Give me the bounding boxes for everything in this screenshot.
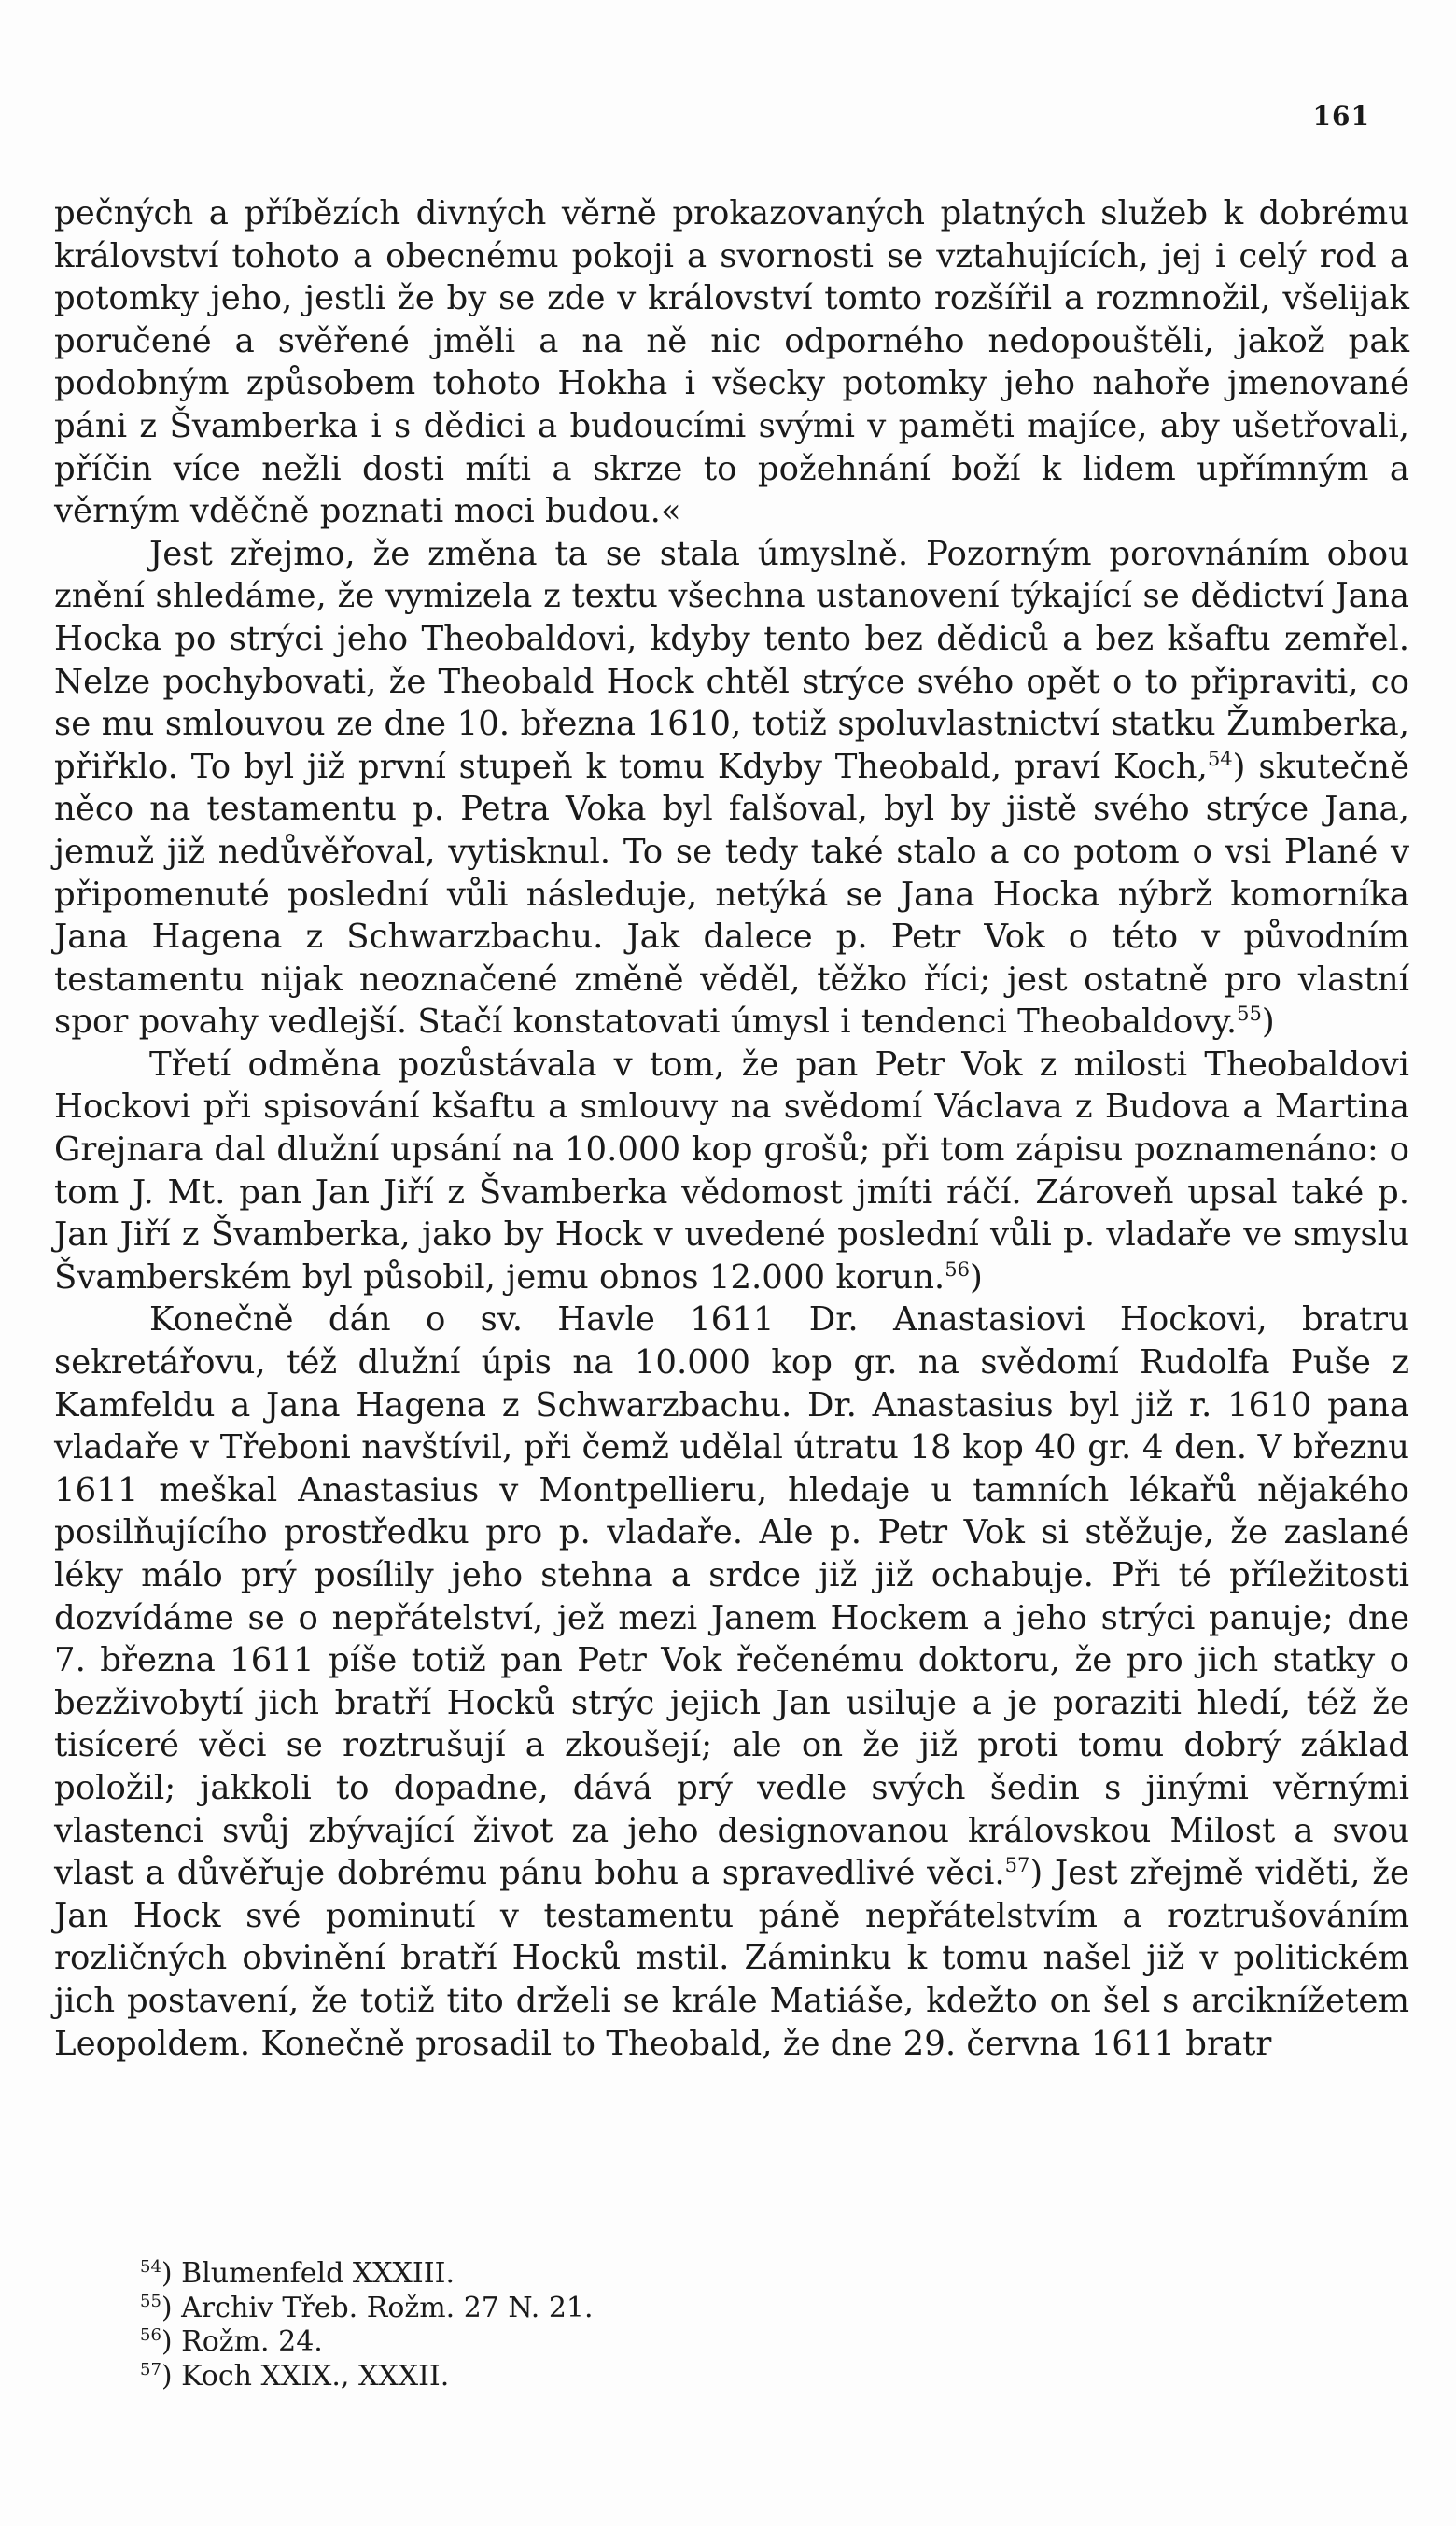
footnote-marker: 56: [140, 2325, 161, 2346]
footnote-marker: 57: [140, 2359, 161, 2379]
paragraph-2: [54, 533, 1409, 1044]
footnote-ref-57: 57: [1004, 1854, 1030, 1877]
footnote-54: [140, 2257, 1260, 2292]
footnote-marker: 55: [140, 2291, 161, 2311]
footnote-text: ) Archiv Třeb. Rožm. 27 N. 21.: [161, 2291, 594, 2324]
footnote-marker: 54: [140, 2257, 161, 2277]
footnote-ref-56: 56: [945, 1258, 970, 1282]
page-number: 161: [1312, 101, 1370, 132]
footnote-text: ) Blumenfeld XXXIII.: [161, 2257, 455, 2290]
footnote-text: ) Rožm. 24.: [161, 2325, 323, 2359]
paragraph-4-text-b: ) Jest zřejmě viděti, že Jan Hock své pominutí v testamentu páně nepřátelstvím a roztrušováním rozličných obvinění bratří Hocků mstil. Záminku k tomu našel již v politickém jich postavení, že totiž tito drželi se krále Matiáše, kdežto on šel s arciknížetem Leopoldem. Konečně prosadil to Theobald, že dne 29. června 1611 bratr: [54, 1854, 1409, 2063]
body-text: [54, 192, 1409, 2065]
paragraph-1: [54, 192, 1409, 533]
footnotes: [140, 2257, 1260, 2393]
footnote-ref-55: 55: [1237, 1003, 1262, 1026]
footnote-56: [140, 2325, 1260, 2360]
footnote-55: [140, 2292, 1260, 2326]
paragraph-2-text-c: ): [1261, 1003, 1275, 1042]
paragraph-3: [54, 1044, 1409, 1299]
footnote-57: [140, 2360, 1260, 2394]
footnote-text: ) Koch XXIX., XXXII.: [161, 2359, 450, 2393]
paragraph-3-text-b: ): [969, 1257, 983, 1297]
paragraph-2-text-a: Jest zřejmo, že změna ta se stala úmyslně. Pozorným porovnáním obou znění shledáme, že vymizela z textu všechna ustanovení týkající se dědictví Jana Hocka po strýci jeho Theobaldovi, kdyby tento bez dědiců a bez kšaftu zemřel. Nelze pochybovati, že Theobald Hock chtěl strýce svého opět o to připraviti, co se mu smlouvou ze dne 10. března 1610, totiž spoluvlastnictví statku Žumberka, přiřklo. To byl již první stupeň k tomu Kdyby Theobald, praví Koch,: [54, 534, 1409, 786]
paragraph-4: [54, 1298, 1409, 2065]
paragraph-4-text-a: Konečně dán o sv. Havle 1611 Dr. Anastasiovi Hockovi, bratru sekretářovu, též dlužní úpis na 10.000 kop gr. na svědomí Rudolfa Puše z Kamfeldu a Jana Hagena z Schwarzbachu. Dr. Anastasius byl již r. 1610 pana vladaře v Třeboni navštívil, při čemž udělal útratu 18 kop 40 gr. 4 den. V březnu 1611 meškal Anastasius v Montpellieru, hledaje u tamních lékařů nějakého posilňujícího prostředku pro p. vladaře. Ale p. Petr Vok si stěžuje, že zaslané léky málo prý posílily jeho stehna a srdce již již ochabuje. Při té příležitosti dozvídáme se o nepřátelství, jež mezi Janem Hockem a jeho strýci panuje; dne 7. března 1611 píše totiž pan Petr Vok řečenému doktoru, že pro jich statky o bezživobytí jich bratří Hocků strýc jejich Jan usiluje a je poraziti hledí, též že tisíceré věci se roztrušují a zkoušejí; ale on že již proti tomu dobrý základ položil; jakkoli to dopadne, dává prý vedle svých šedin s jinými věrnými vlastenci svůj zbývající život za jeho designovanou královskou Milost a svou vlast a důvěřuje dobrému pánu bohu a spravedlivé věci.: [54, 1300, 1409, 1893]
footnote-ref-54: 54: [1207, 747, 1233, 770]
paragraph-3-text-a: Třetí odměna pozůstávala v tom, že pan Petr Vok z milosti Theobaldovi Hockovi při spisování kšaftu a smlouvy na svědomí Václava z Budova a Martina Grejnara dal dlužní upsání na 10.000 kop grošů; při tom zápisu poznamenáno: o tom J. Mt. pan Jan Jiří z Švamberka vědomost jmíti ráčí. Zároveň upsal také p. Jan Jiří z Švamberka, jako by Hock v uvedené poslední vůli p. vladaře ve smyslu Švamberském byl působil, jemu obnos 12.000 korun.: [54, 1045, 1409, 1297]
paragraph-1-text: pečných a příbězích divných věrně prokazovaných platných služeb k dobrému království tohoto a obecnému pokoji a svornosti se vztahujících, jej i celý rod a potomky jeho, jestli že by se zde v království tomto rozšířil a rozmnožil, všelijak poručené a svěřené jměli a na ně nic odporného nedopouštěli, jakož pak podobným způsobem tohoto Hokha i všecky potomky jeho nahoře jmenované páni z Švamberka i s dědici a budoucími svými v paměti majíce, aby ušetřovali, příčin více nežli dosti míti a skrze to požehnání boží k lidem upřímným a věrným vděčně poznati moci budou.«: [54, 194, 1409, 531]
paragraph-2-text-b: ) skutečně něco na testamentu p. Petra Voka byl falšoval, byl by jistě svého strýce Jana, jemuž již nedůvěřoval, vytisknul. To se tedy také stalo a co potom o vsi Plané v připomenuté poslední vůli následuje, netýká se Jana Hocka nýbrž komorníka Jana Hagena z Schwarzbachu. Jak dalece p. Petr Vok o této v původním testamentu nijak neoznačené změně věděl, těžko říci; jest ostatně pro vlastní spor povahy vedlejší. Stačí konstatovati úmysl i tendenci Theobaldovy.: [54, 747, 1410, 1042]
